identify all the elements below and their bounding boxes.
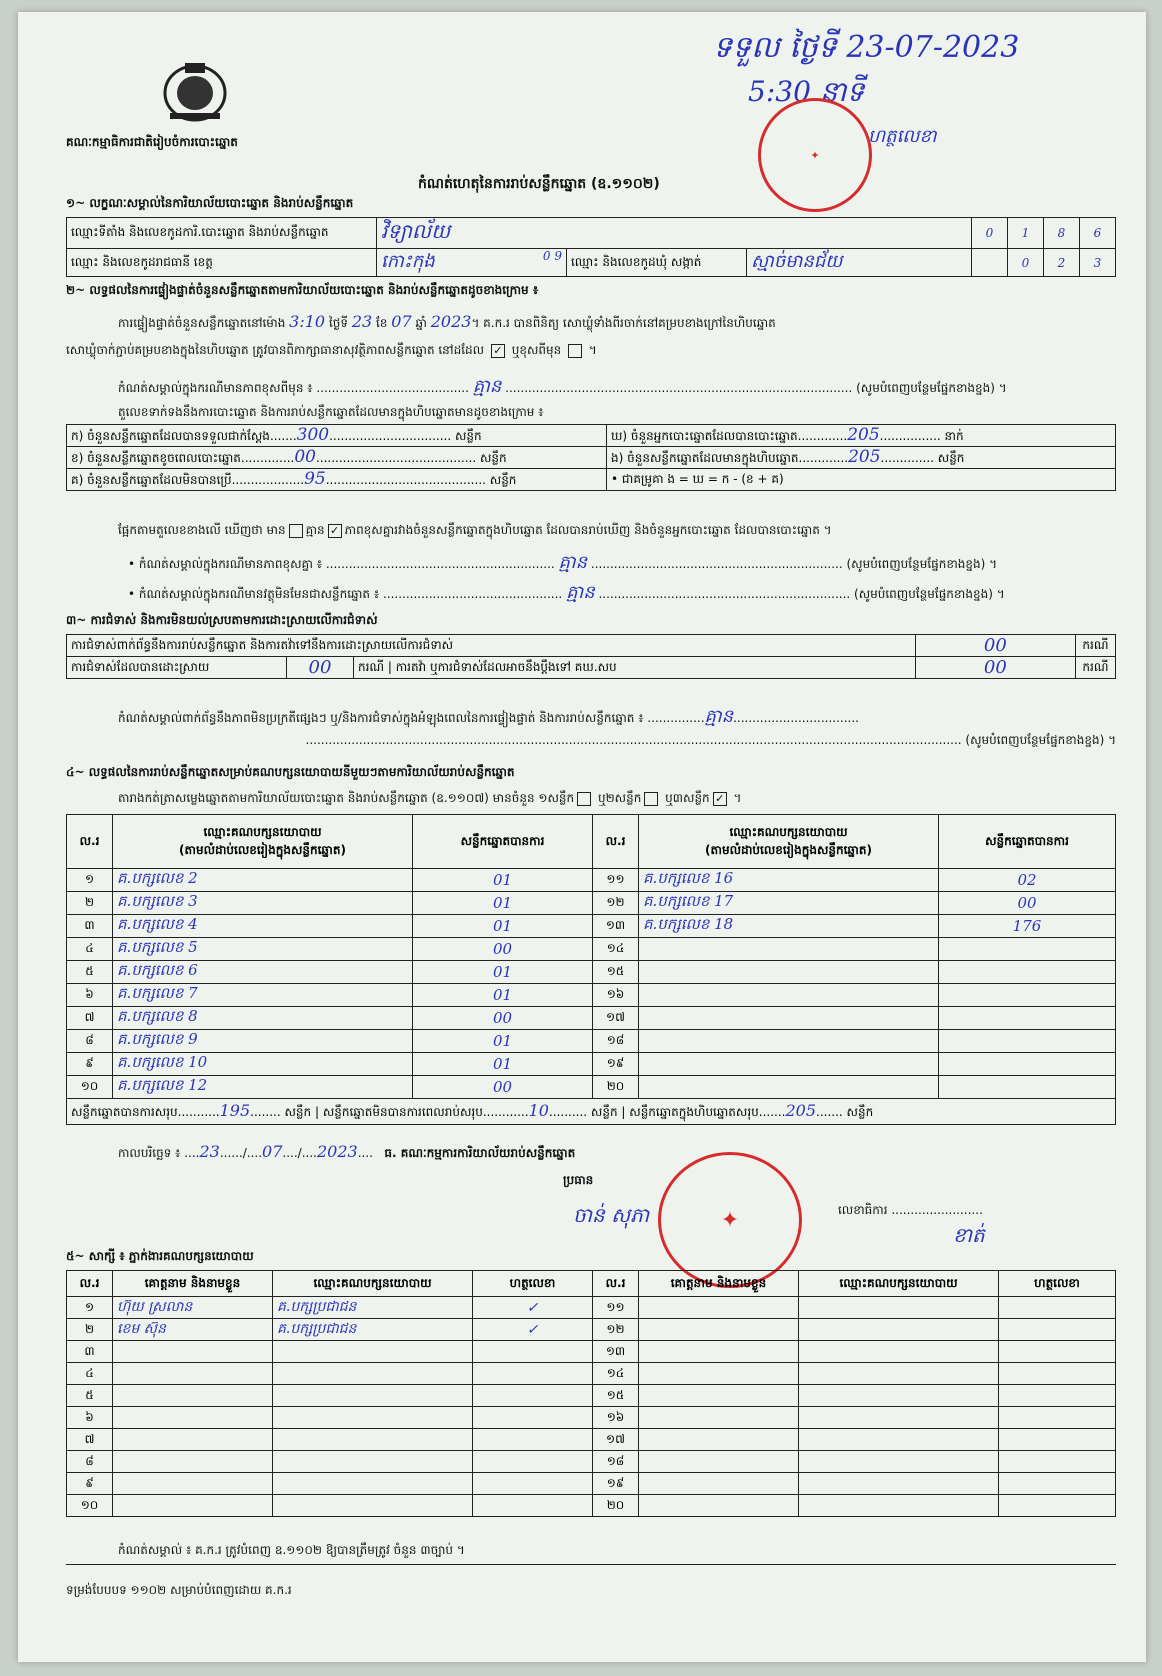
chair-signature: ចាន់ សុភា [573, 1203, 650, 1227]
row-number: ៧ [67, 1007, 113, 1030]
valid-votes: 02 [939, 869, 1116, 892]
witness-party [273, 1495, 473, 1517]
difference-yes-checkbox[interactable] [289, 524, 303, 538]
received-note: ទទួល ថ្ងៃទី 23-07-2023 [713, 30, 1020, 65]
result-row [67, 1076, 1116, 1099]
row-number: ១៨ [593, 1030, 639, 1053]
row-number: ៨ [67, 1030, 113, 1053]
section4-title: ៤~ លទ្ធផលនៃការរាប់សន្លឹកឆ្នោតសម្រាប់គណបក្សនយោបាយនីមួយៗតាមការិយាល័យរាប់សន្លឹកឆ្នោត [66, 765, 515, 779]
witness-signature [999, 1363, 1116, 1385]
witness-party: គ.បក្សប្រជាជន [273, 1319, 473, 1341]
unchanged-checkbox[interactable]: ✓ [491, 344, 505, 358]
emblem-icon [158, 57, 232, 125]
received-time: 5:30 នាទី [748, 75, 865, 108]
row-number: ៩ [67, 1053, 113, 1076]
witness-signature [999, 1495, 1116, 1517]
unused-ballots-label: គ) ចំនួនសន្លឹកឆ្នោតដែលមិនបានប្រើ [71, 473, 232, 487]
row-number: ១០ [67, 1076, 113, 1099]
three-sheets-checkbox[interactable]: ✓ [713, 792, 727, 806]
formula: • ជាគម្រូគា ង = ឃ = ក - (ខ + គ) [607, 469, 1116, 491]
party-name: គ.បក្សលេខ 9 [113, 1030, 413, 1053]
secretary-signature: ខាត់ [953, 1223, 985, 1247]
witness-signature [999, 1297, 1116, 1319]
box-ballots-label: ង) ចំនួនសន្លឹកឆ្នោតដែលមានក្នុងហិបឆ្នោត [611, 451, 799, 465]
witness-party [799, 1363, 999, 1385]
witness-signature [999, 1429, 1116, 1451]
row-number: ១១ [593, 869, 639, 892]
province-code: 0 9 [542, 249, 562, 263]
section1-title: ១~ លក្ខណៈសម្គាល់នៃការិយាល័យបោះឆ្នោត និងរាប់សន្លឹកឆ្នោត [66, 196, 354, 210]
official-stamp-bottom: ✦ [658, 1152, 802, 1288]
witness-row [67, 1297, 1116, 1319]
witness-name [113, 1363, 273, 1385]
valid-votes [939, 1053, 1116, 1076]
witness-signature [999, 1341, 1116, 1363]
spoiled-ballots-label: ខ) ចំនួនសន្លឹកឆ្នោតខូចពេលបោះឆ្នោត [71, 451, 241, 465]
witness-signature: ✓ [473, 1297, 593, 1319]
valid-votes: 00 [413, 1076, 593, 1099]
witness-signature [473, 1341, 593, 1363]
section2-title: ២~ លទ្ធផលនៃការផ្ទៀងផ្ទាត់ចំនួនសន្លឹកឆ្នោតតាមការិយាល័យបោះឆ្នោត និងរាប់សន្លឹកឆ្នោតដូចខាងក្រោម ៖ [66, 283, 539, 297]
witness-signature [999, 1473, 1116, 1495]
witness-party [799, 1319, 999, 1341]
totals-row: សន្លឹកឆ្នោតបានការសរុប...........195........ សន្លឹក | សន្លឹកឆ្នោតមិនបានការពេលរាប់សរុប............10.......... សន្លឹក | សន្លឹកឆ្នោតក្នុងហិបឆ្នោតសរុប.......205....... សន្លឹក [67, 1099, 1116, 1125]
appeal-value: 00 [915, 657, 1075, 679]
row-number: ១៤ [593, 938, 639, 961]
result-row [67, 915, 1116, 938]
witness-party [273, 1473, 473, 1495]
valid-votes [939, 938, 1116, 961]
objections-value: 00 [915, 635, 1075, 657]
witness-name [639, 1429, 799, 1451]
valid-votes: 01 [413, 869, 593, 892]
witness-row [67, 1429, 1116, 1451]
witness-signature [999, 1319, 1116, 1341]
valid-votes [939, 961, 1116, 984]
witness-table: ល.រ គោត្តនាម និងនាមខ្លួន ឈ្មោះគណបក្សនយោបាយ ហត្ថលេខា ល.រ គោត្តនាម និងនាមខ្លួន ឈ្មោះគណបក្សនយោបាយ ហត្ថលេខា ១ ហ៊ុយ ស្រលាន គ.បក្សប្រជាជន ✓ ១១ ២ ខេម ស៊ុន គ.បក្សប្រជាជន ✓ ១២ ៣ ១៣ ៤ ១៤ ៥ ១៥ ៦ ១៦ ៧ ១៧ ៨ ១៨ ៩ ១៩ ១០ ២០ [66, 1270, 1116, 1517]
row-number: ១០ [67, 1495, 113, 1517]
one-sheet-checkbox[interactable] [577, 792, 591, 806]
witness-row [67, 1495, 1116, 1517]
party-name: គ.បក្សលេខ 8 [113, 1007, 413, 1030]
witness-name [639, 1451, 799, 1473]
spoiled-ballots-value: 00 [294, 447, 316, 467]
witness-row [67, 1385, 1116, 1407]
party-name [639, 961, 939, 984]
received-ballots-label: ក) ចំនួនសន្លឹកឆ្នោតដែលបានទទួលជាក់ស្តែង [71, 429, 270, 443]
province-label: ឈ្មោះ និងលេខកូដរាជធានី ខេត្ត [67, 249, 377, 277]
witness-signature [473, 1429, 593, 1451]
unused-ballots-value: 95 [304, 469, 326, 489]
total-box: 205 [785, 1101, 817, 1120]
witness-name [113, 1473, 273, 1495]
chair-label: ប្រធាន [563, 1173, 594, 1187]
witness-name: ខេម ស៊ុន [113, 1319, 273, 1341]
witness-name [639, 1297, 799, 1319]
witness-party [799, 1451, 999, 1473]
commune-code-digit: 2 [1044, 249, 1080, 277]
row-number: ១១ [593, 1297, 639, 1319]
result-row [67, 1030, 1116, 1053]
verification-line: ការផ្ទៀងផ្ទាត់ចំនួនសន្លឹកឆ្នោតនៅម៉ោង 3:10 ថ្ងៃទី 23 ខែ 07 ឆ្នាំ 2023។ គ.ក.រ បានពិនិត្យ សោឃ្លុំទាំងពីរចាក់នៅគម្របខាងក្រៅនៃហិបឆ្នោត [118, 312, 776, 331]
row-number: ៦ [67, 1407, 113, 1429]
valid-votes [939, 984, 1116, 1007]
witness-signature [473, 1495, 593, 1517]
witness-party [273, 1407, 473, 1429]
form-footer: ទម្រង់បែបបទ ១១០២ សម្រាប់បំពេញដោយ គ.ក.រ [66, 1583, 292, 1597]
party-name: គ.បក្សលេខ 5 [113, 938, 413, 961]
witness-party [273, 1385, 473, 1407]
party-name: គ.បក្សលេខ 10 [113, 1053, 413, 1076]
row-number: ៨ [67, 1451, 113, 1473]
row-number: ១៩ [593, 1053, 639, 1076]
party-name [639, 1007, 939, 1030]
witness-name [113, 1495, 273, 1517]
result-row [67, 961, 1116, 984]
party-name: គ.បក្សលេខ 17 [639, 892, 939, 915]
row-number: ៥ [67, 1385, 113, 1407]
row-number: ១៥ [593, 961, 639, 984]
row-number: ៧ [67, 1429, 113, 1451]
witness-row [67, 1363, 1116, 1385]
witness-party [273, 1429, 473, 1451]
valid-votes: 01 [413, 1030, 593, 1053]
party-name [639, 1030, 939, 1053]
row-number: ១៦ [593, 984, 639, 1007]
location-code-digit: 8 [1044, 218, 1080, 249]
party-name: គ.បក្សលេខ 12 [113, 1076, 413, 1099]
tally-sheets-line: តារាងកត់ត្រាសម្លេងឆ្នោតតាមការិយាល័យបោះឆ្នោត និងរាប់សន្លឹកឆ្នោត (ឧ.១១០៧) មានចំនួន ១សន្លឹក ឬ២សន្លឹក ឬ៣សន្លឹក ✓ ។ [118, 791, 742, 805]
row-number: ២ [67, 1319, 113, 1341]
difference-no-checkbox[interactable]: ✓ [328, 524, 342, 538]
resolved-label: ការជំទាស់ដែលបានដោះស្រាយ [67, 657, 287, 679]
valid-votes [939, 1007, 1116, 1030]
witness-row [67, 1319, 1116, 1341]
party-name: គ.បក្សលេខ 3 [113, 892, 413, 915]
valid-votes: 01 [413, 961, 593, 984]
commune-code-digit: 3 [1080, 249, 1116, 277]
party-name: គ.បក្សលេខ 7 [113, 984, 413, 1007]
witness-signature [473, 1451, 593, 1473]
witness-row [67, 1451, 1116, 1473]
row-number: ៥ [67, 961, 113, 984]
witness-row [67, 1473, 1116, 1495]
commune-code-digit: 0 [1008, 249, 1044, 277]
witness-signature [473, 1363, 593, 1385]
row-number: ១៦ [593, 1407, 639, 1429]
witness-name [113, 1407, 273, 1429]
valid-votes: 01 [413, 892, 593, 915]
witness-row [67, 1407, 1116, 1429]
section5-title: ៥~ សាក្សី ៖ ភ្នាក់ងារគណបក្សនយោបាយ [66, 1249, 254, 1263]
section3-title: ៣~ ការជំទាស់ និងការមិនយល់ស្របតាមការដោះស្រាយលើការជំទាស់ [66, 613, 378, 627]
location-value: វិទ្យាល័យ [381, 219, 451, 243]
witness-name [113, 1385, 273, 1407]
form-note: កំណត់សម្គាល់ ៖ គ.ក.រ ត្រូវបំពេញ ឧ.១១០២ ឱ្យបានត្រឹមត្រូវ ចំនួន ៣ច្បាប់ ។ [118, 1543, 465, 1557]
party-name: គ.បក្សលេខ 2 [113, 869, 413, 892]
row-number: ១៧ [593, 1429, 639, 1451]
witness-name [113, 1451, 273, 1473]
secretary-line: លេខាធិការ ........................ [838, 1203, 983, 1217]
official-stamp-top: ✦ [758, 98, 872, 212]
witness-name [639, 1385, 799, 1407]
valid-votes: 00 [413, 1007, 593, 1030]
witness-party [799, 1473, 999, 1495]
irregularity-hint: ............................................................................................................................................................................ (សូមបំពេញបន្ថែមផ្នែកខាងខ្នង) ។ [305, 733, 1116, 747]
witness-row [67, 1341, 1116, 1363]
location-code-digit: 1 [1008, 218, 1044, 249]
witness-signature [999, 1451, 1116, 1473]
row-number: ៦ [67, 984, 113, 1007]
witness-party [799, 1429, 999, 1451]
date-line: កាលបរិច្ឆេទ ៖ ....23....../....07..../....2023.... ធ. គណៈកម្មការការិយាល័យរាប់សន្លឹកឆ្នោត [118, 1142, 576, 1161]
witness-party [799, 1385, 999, 1407]
box-ballots-value: 205 [848, 447, 881, 467]
witness-name [639, 1363, 799, 1385]
voters-label: ឃ) ចំនួនអ្នកបោះឆ្នោតដែលបានបោះឆ្នោត [611, 429, 798, 443]
row-number: ៩ [67, 1473, 113, 1495]
changed-checkbox[interactable] [568, 344, 582, 358]
commune-label: ឈ្មោះ និងលេខកូដឃុំ សង្កាត់ [567, 249, 747, 277]
witness-signature: ✓ [473, 1319, 593, 1341]
party-name: គ.បក្សលេខ 18 [639, 915, 939, 938]
witness-name [639, 1473, 799, 1495]
witness-name [639, 1341, 799, 1363]
commune-value: ស្មាច់មានជ័យ [751, 251, 843, 272]
party-name: គ.បក្សលេខ 16 [639, 869, 939, 892]
party-name [639, 1053, 939, 1076]
valid-votes: 01 [413, 984, 593, 1007]
section1-table [66, 217, 1116, 277]
row-number: ១៩ [593, 1473, 639, 1495]
row-number: ២ [67, 892, 113, 915]
seal-line: សោឃ្លុំចាក់ភ្ជាប់គម្របខាងក្នុងនៃហិបឆ្នោត ត្រូវបានពិភាក្សាធានាសុវត្ថិភាពសន្លឹកឆ្នោត នៅដដែល ✓ ឬខុសពីមុន ។ [66, 343, 597, 357]
party-name [639, 1076, 939, 1099]
form-title: កំណត់ហេតុនៃការរាប់សន្លឹកឆ្នោត (ឧ.១១០២) [418, 176, 660, 192]
location-label: ឈ្មោះទីតាំង និងលេខកូដការិ.បោះឆ្នោត និងរាប់សន្លឹកឆ្នោត [67, 218, 377, 249]
result-row [67, 984, 1116, 1007]
valid-votes: 00 [413, 938, 593, 961]
location-code-digit: 6 [1080, 218, 1116, 249]
results-table: ល.រ ឈ្មោះគណបក្សនយោបាយ (តាមលំដាប់លេខរៀងក្នុងសន្លឹកឆ្នោត) សន្លឹកឆ្នោតបានការ ល.រ ឈ្មោះគណបក្សនយោបាយ (តាមលំដាប់លេខរៀងក្នុងសន្លឹកឆ្នោត) សន្លឹកឆ្នោតបានការ ១ គ.បក្សលេខ 2 01 ១១ គ.បក្សលេខ 16 02 ២ គ.បក្សលេខ 3 01 ១២ គ.បក្សលេខ 17 00 ៣ គ.បក្សលេខ 4 01 ១៣ គ.បក្សលេខ 18 176 ៤ គ.បក្សលេខ 5 00 ១៤ ៥ គ.បក្សលេខ 6 01 ១៥ ៦ គ.បក្សលេខ 7 01 ១៦ ៧ គ.បក្សលេខ 8 00 ១៧ ៨ គ.បក្សលេខ 9 01 ១៨ ៩ គ.បក្សលេខ 10 01 ១៩ ១០ គ.បក្សលេខ 12 00 ២០ សន្លឹកឆ្នោតបានការសរុប...........195........ សន្លឹក | សន្លឹកឆ្នោតមិនបានការពេលរាប់សរុប............10.......... សន្លឹក | សន្លឹកឆ្នោតក្នុងហិបឆ្នោតសរុប.......205....... សន្លឹក [66, 814, 1116, 1125]
witness-party [273, 1363, 473, 1385]
appeal-label: ករណី | ការតវ៉ា ឬការជំទាស់ដែលអាចនឹងប្តឹងទៅ គឃ.សប [353, 657, 915, 679]
result-row [67, 869, 1116, 892]
party-name [639, 938, 939, 961]
row-number: ៣ [67, 915, 113, 938]
total-valid: 195 [219, 1101, 251, 1120]
province-value: កោះកុង [381, 251, 435, 272]
party-name: គ.បក្សលេខ 4 [113, 915, 413, 938]
witness-party [799, 1341, 999, 1363]
row-number: ១៤ [593, 1363, 639, 1385]
row-number: ១ [67, 869, 113, 892]
valid-votes [939, 1076, 1116, 1099]
row-number: ១ [67, 1297, 113, 1319]
witness-signature [473, 1473, 593, 1495]
witness-name [639, 1407, 799, 1429]
row-number: ២០ [593, 1076, 639, 1099]
location-code-digit: 0 [972, 218, 1008, 249]
row-number: ៣ [67, 1341, 113, 1363]
row-number: ១២ [593, 1319, 639, 1341]
witness-party: គ.បក្សប្រជាជន [273, 1297, 473, 1319]
figures-table: ក) ចំនួនសន្លឹកឆ្នោតដែលបានទទួលជាក់ស្តែង.......300................................ សន្លឹក ឃ) ចំនួនអ្នកបោះឆ្នោតដែលបានបោះឆ្នោត.............205................ នាក់ ខ) ចំនួនសន្លឹកឆ្នោតខូចពេលបោះឆ្នោត..............00.......................................... សន្លឹក ង) ចំនួនសន្លឹកឆ្នោតដែលមានក្នុងហិបឆ្នោត.............205.............. សន្លឹក គ) ចំនួនសន្លឹកឆ្នោតដែលមិនបានប្រើ...................95.......................................... សន្លឹក • ជាគម្រូគា ង = ឃ = ក - (ខ + គ) [66, 424, 1116, 491]
valid-votes: 01 [413, 915, 593, 938]
party-name [639, 984, 939, 1007]
form-sheet [18, 12, 1146, 1662]
foreign-object-note: • កំណត់សម្គាល់ក្នុងករណីមានវត្ថុមិនមែនជាសន្លឹកឆ្នោត ៖ ............................................... គ្មាន .................................................................. (សូមបំពេញបន្ថែមផ្នែកខាងខ្នង) ។ [128, 582, 1005, 603]
valid-votes: 176 [939, 915, 1116, 938]
valid-votes: 01 [413, 1053, 593, 1076]
received-ballots-value: 300 [296, 425, 330, 445]
resolved-value: 00 [287, 657, 354, 679]
total-invalid: 10 [528, 1101, 549, 1120]
valid-votes [939, 1030, 1116, 1053]
party-name: គ.បក្សលេខ 6 [113, 961, 413, 984]
figures-intro: តួលេខទាក់ទងនឹងការបោះឆ្នោត និងការរាប់សន្លឹកឆ្នោតដែលមានក្នុងហិបឆ្នោតមានដូចខាងក្រោម ៖ [118, 405, 544, 419]
row-number: ១៥ [593, 1385, 639, 1407]
witness-name [113, 1429, 273, 1451]
received-signature: ហត្ថលេខា [868, 126, 937, 147]
irregularity-note: កំណត់សម្គាល់ពាក់ព័ន្ធនឹងភាពមិនប្រក្រតីផ្សេងៗ ឬ/និងការជំទាស់ក្នុងអំឡុងពេលនៃការផ្ទៀងផ្ទាត់ និងការរាប់សន្លឹកឆ្នោត ៖ ...............គ្មាន................................. [118, 706, 859, 727]
comparison-line: ផ្អែកតាមតួលេខខាងលើ ឃើញថា មាន គ្មាន ✓ ភាពខុសគ្នារវាងចំនួនសន្លឹកឆ្នោតក្នុងហិបឆ្នោត ដែលបានរាប់ឃើញ និងចំនួនអ្នកបោះឆ្នោត ដែលបានបោះឆ្នោត ។ [118, 523, 832, 537]
row-number: ១៣ [593, 1341, 639, 1363]
witness-name [639, 1319, 799, 1341]
witness-signature [999, 1407, 1116, 1429]
witness-signature [473, 1407, 593, 1429]
difference-note: • កំណត់សម្គាល់ក្នុងករណីមានភាពខុសគ្នា ៖ ............................................................ គ្មាន .................................................................. (សូមបំពេញបន្ថែមផ្នែកខាងខ្នង) ។ [128, 552, 998, 573]
result-row [67, 1007, 1116, 1030]
voters-value: 205 [847, 425, 880, 445]
valid-votes: 00 [939, 892, 1116, 915]
row-number: ២០ [593, 1495, 639, 1517]
objections-table: ការជំទាស់ពាក់ព័ន្ធនឹងការរាប់សន្លឹកឆ្នោត និងការតវ៉ាទៅនឹងការដោះស្រាយលើការជំទាស់ 00 ករណី ការជំទាស់ដែលបានដោះស្រាយ 00 ករណី | ការតវ៉ា ឬការជំទាស់ដែលអាចនឹងប្តឹងទៅ គឃ.សប 00 ករណី [66, 634, 1116, 679]
witness-name [639, 1495, 799, 1517]
witness-signature [999, 1385, 1116, 1407]
row-number: ១៧ [593, 1007, 639, 1030]
objections-label: ការជំទាស់ពាក់ព័ន្ធនឹងការរាប់សន្លឹកឆ្នោត និងការតវ៉ាទៅនឹងការដោះស្រាយលើការជំទាស់ [67, 635, 916, 657]
witness-party [273, 1451, 473, 1473]
result-row [67, 938, 1116, 961]
witness-signature [473, 1385, 593, 1407]
commission-name: គណៈកម្មាធិការជាតិរៀបចំការបោះឆ្នោត [66, 135, 238, 149]
row-number: ១២ [593, 892, 639, 915]
witness-name [113, 1341, 273, 1363]
witness-name: ហ៊ុយ ស្រលាន [113, 1297, 273, 1319]
result-row [67, 892, 1116, 915]
row-number: ៤ [67, 938, 113, 961]
result-row [67, 1053, 1116, 1076]
witness-party [799, 1407, 999, 1429]
witness-party [273, 1341, 473, 1363]
witness-party [799, 1297, 999, 1319]
divider [66, 1564, 1116, 1565]
row-number: ១៨ [593, 1451, 639, 1473]
two-sheets-checkbox[interactable] [644, 792, 658, 806]
row-number: ១៣ [593, 915, 639, 938]
witness-party [799, 1495, 999, 1517]
change-note: កំណត់សម្គាល់ក្នុងករណីមានភាពខុសពីមុន ៖ ........................................ គ្មាន ........................................................................................... (សូមបំពេញបន្ថែមផ្នែកខាងខ្នង) ។ [118, 376, 1007, 397]
row-number: ៤ [67, 1363, 113, 1385]
